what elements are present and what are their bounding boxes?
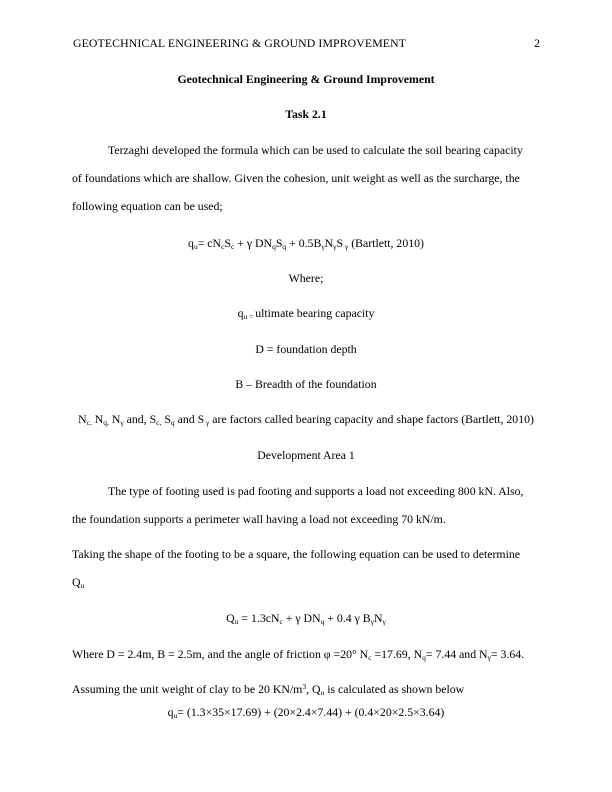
- definition-depth: D = foundation depth: [255, 342, 357, 356]
- values-line: Where D = 2.4m, B = 2.5m, and the angle of friction φ =20° $N_c =17.69$, $N_q= 7.44$ and $N_\gamma= 3.64$.: [72, 647, 525, 662]
- document-title: Geotechnical Engineering & Ground Improvement: [177, 72, 435, 86]
- assumption-line: Assuming the unit weight of clay to be 20 $KN/m^3$, $Q_u$ is calculated as shown below: [72, 682, 465, 697]
- intro-line-2: of foundations which are shallow. Given the cohesion, unit weight as well as the surcharge, the: [72, 171, 520, 185]
- shape-line-2: $Q_u$: [72, 575, 85, 590]
- where-label: Where;: [288, 271, 324, 285]
- bearing-capacity-equation: $q_u= cN_cS_c + \gamma$ $DN_qS_q + 0.5B_\gamma N_\gamma S$ $_\gamma$ (Bartlett, 2010): [188, 236, 424, 251]
- shape-line-1: Taking the shape of the footing to be a square, the following equation can be used to determine: [72, 547, 520, 561]
- page-number: 2: [534, 36, 540, 50]
- calculation-line: $q_u= (1.3\times 35\times 17.69) + (20\times 2.4\times 7.44) + (0.4\times 20\times 2.5\times 3.64)$: [167, 705, 445, 720]
- intro-line-3: following equation can be used;: [72, 199, 223, 213]
- square-footing-equation: $Q_u = 1.3cN_c + \gamma$ $DN_q + 0.4$ γ $B_\gamma N_\gamma$: [226, 611, 386, 626]
- factors-line: $N_{c,}$ $N_{q,}$ $N_\gamma$ and, $S_{c,}$ $S_q$ and S $_\gamma$ are factors called bearing capacity and shape factors (Bartlett, 2010): [78, 412, 534, 427]
- definition-qu: $q_{u =}$ ultimate bearing capacity: [237, 306, 375, 321]
- footing-line-2: the foundation supports a perimeter wall having a load not exceeding 70 kN/m.: [72, 512, 446, 526]
- footing-line-1: The type of footing used is pad footing and supports a load not exceeding 800 kN. Also,: [108, 484, 524, 498]
- intro-line-1: Terzaghi developed the formula which can be used to calculate the soil bearing capacity: [108, 143, 523, 157]
- running-header: GEOTECHNICAL ENGINEERING & GROUND IMPROVEMENT: [73, 36, 407, 50]
- definition-breadth: B – Breadth of the foundation: [235, 377, 377, 391]
- task-heading: Task 2.1: [285, 107, 327, 121]
- development-heading: Development Area 1: [257, 448, 355, 462]
